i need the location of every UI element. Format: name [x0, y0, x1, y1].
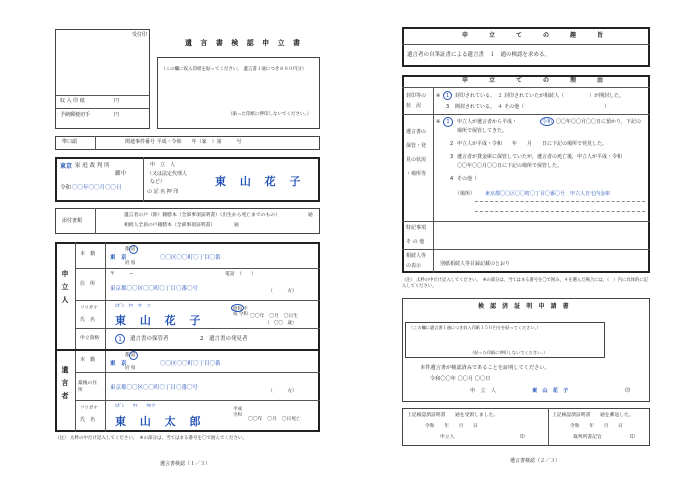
applicant-signature: 東 山 花 子	[215, 175, 306, 188]
death-date: 〇〇年 〇月 〇日死亡	[248, 417, 301, 422]
app-honseki-pref: 東 京	[110, 255, 127, 261]
qual-1-text: 遺言書の保管者	[130, 336, 169, 342]
seal-circle: 1	[443, 91, 452, 100]
app-honseki-addr: 〇〇区〇〇町〇丁目〇番	[160, 255, 221, 261]
applicant-box-4: の 記 名 押 印	[147, 189, 179, 195]
storage-label-1: 遺言書の	[406, 129, 427, 135]
storage-line-3a: 遺言者が貸金庫に保管していたが，遺言者の死亡後，申立人が平成・令和	[457, 154, 623, 160]
storage-circle: 1	[443, 117, 453, 127]
applicant-box-1: 申 立 人	[150, 162, 176, 168]
fee-label-1: 収 入 印 紙	[60, 98, 85, 104]
reiwa-circle: 令和	[541, 119, 552, 125]
applicant-box-2: （又は法定代理人	[147, 171, 188, 177]
storage-line-1b: 〇〇年〇〇月〇〇日に預かり，下記の	[556, 119, 642, 125]
cert-stamp-note: （この欄に遺言書１通につき収入印紙１５０円分を貼ってください。）	[409, 325, 541, 330]
cert-applicant: 東 山 花 子	[532, 388, 569, 394]
seal-line-2: 開封されている。 ４ その他（ ）	[455, 104, 610, 110]
storage-line-3b: 〇〇年〇〇月〇〇日に下記の場所で保管した。	[457, 163, 563, 169]
cert-title: 検 認 済 証 明 申 請 書	[478, 303, 571, 310]
court-suffix: 家 庭 裁 判 所	[75, 163, 110, 169]
sent-date: 令和 年 月 日	[570, 424, 623, 429]
tes-address: 東京都〇〇区〇〇町〇丁目〇番〇号	[110, 385, 199, 391]
storage-label-2: 保管・発	[406, 143, 427, 149]
attach-1: 遺言者の戸（除）籍謄本（全部事項証明書）（出生から死亡までのもの）	[124, 213, 280, 218]
tes-honseki-addr: 〇〇区〇〇町〇丁目〇番	[160, 361, 221, 367]
attach-count-1: 通	[308, 213, 313, 218]
attach-count-2: 通	[234, 223, 239, 228]
yen-2: 円	[114, 112, 120, 118]
storage-line-1a: 申立人が遺言者から平成・	[457, 119, 518, 125]
storage-line-1c: 場所で保管してきた。	[457, 128, 508, 134]
heirs-label-2: の表示	[406, 263, 422, 269]
seal-line-1: 封印されている。 ２ 封印されていたが相続人（ ）が開封した。	[455, 93, 625, 99]
reason-title: 申 立 て の 理 由	[462, 77, 607, 84]
seal-num-3: 3	[446, 104, 450, 110]
app-address-label: 住 所	[80, 281, 96, 287]
purpose-text: 遺言者の自筆証書による遺言書 １ 通の検認を求める。	[407, 52, 551, 58]
attach-2: 相続人全員の戸籍謄本（全部事項証明書）	[124, 223, 216, 228]
death-era: 平成 令和	[233, 407, 242, 418]
place-label: （場所）	[455, 191, 476, 197]
heirs-text: 別紙相続人等目録記載のとおり	[440, 261, 511, 267]
attach-label: 添付書類	[62, 218, 83, 224]
qual-2-text: 2 遺言書の発見者	[200, 336, 248, 342]
sent-who: 裁判所書記官	[573, 435, 602, 440]
tes-pref-word-1: 都 道	[125, 353, 136, 358]
app-address: 東京都〇〇区〇〇町〇丁目〇番〇号	[110, 286, 199, 292]
page1-footnote: （注） 太枠の中だけ記入してください。 ※の部分は，当てはまる番号を〇で囲んでください。	[55, 436, 247, 441]
qual-1-circle	[115, 334, 125, 344]
pref-word-1: 都 道	[125, 247, 136, 252]
purpose-title: 申 立 て の 趣 旨	[462, 32, 607, 39]
storage-label-4: ・場所等	[406, 171, 427, 177]
storage-num-3: 3	[450, 154, 454, 160]
era-circle	[231, 304, 244, 312]
kome-2: ※	[436, 119, 441, 125]
storage-line-4: その他（	[457, 176, 478, 182]
app-postal: 〒 −	[110, 272, 134, 277]
tes-address-label: 最後の住 所	[78, 381, 103, 393]
app-furigana-label: フリガナ	[80, 306, 98, 311]
tes-furigana-label: フリガナ	[80, 406, 98, 411]
page1-label: 遺言書検認（１／３）	[160, 461, 211, 467]
court-name: 東京	[60, 163, 73, 170]
app-name-label: 氏 名	[80, 317, 96, 323]
seal-label-2: 状 況	[406, 103, 422, 109]
sent-text: 上記検認済証明書 通を郵送した。	[552, 413, 634, 418]
app-kana: ﾋｶﾞｼ ﾔﾏ ﾊﾅ コ	[115, 304, 151, 309]
recv-text: 上記検認済証明書 通を受領しました。	[407, 413, 499, 418]
storage-num-2: 2	[450, 141, 454, 147]
recv-date: 令和 年 月 日	[425, 424, 478, 429]
app-phone: 電話 （ ）	[225, 272, 257, 277]
storage-line-2: 申立人が平成・令和 年 月 日に下記の場所で発見した。	[457, 141, 608, 147]
storage-label-3: 見の状況	[406, 157, 427, 163]
pref-word-2: 府 県	[125, 261, 136, 266]
tes-address-paren: （ 方）	[268, 389, 297, 394]
cert-date: 令和〇〇年 〇〇月 〇〇日	[430, 376, 491, 382]
storage-num-4: 4	[450, 176, 454, 182]
tes-honseki-pref: 東 京	[110, 361, 127, 367]
tes-pref-word-2: 府 県	[125, 366, 136, 371]
special-label-1: 特記事項	[406, 225, 427, 231]
kome-1: ※	[436, 93, 441, 99]
tes-honseki-label: 本 籍	[80, 357, 96, 363]
app-era: 昭和 平成 令和	[233, 307, 248, 318]
date-prefix: 令和	[60, 185, 72, 191]
filing-date: 〇〇年〇〇月〇〇日	[72, 185, 122, 191]
cert-text: 本件遺言書が検認済みであることを証明してください。	[420, 365, 550, 371]
seal-label-1: 封印等の	[406, 93, 427, 99]
app-honseki-label: 本 籍	[80, 251, 96, 257]
yen-1: 円	[114, 98, 120, 104]
tes-name: 東 山 太 郎	[115, 415, 206, 428]
app-name: 東 山 花 子	[115, 314, 206, 327]
special-label-2: そ の 他	[406, 239, 425, 245]
pref-circle	[129, 245, 138, 254]
page2-label: 遺言書検認（２／３）	[510, 458, 561, 464]
prior-case: 関連事件番号 平成・令和 年（家 ）第 号	[125, 139, 242, 145]
recv-seal: 印	[520, 435, 525, 440]
sent-seal: 印	[630, 435, 635, 440]
cert-nostamp: （貼った印紙に押印しないでください。）	[470, 350, 548, 355]
section-testator: 遺言者	[61, 366, 69, 405]
tes-pref-circle	[129, 351, 138, 360]
qual-1: 1	[118, 336, 122, 343]
app-age: （ 〇〇 歳）	[265, 321, 297, 326]
gochu: 御中	[115, 171, 127, 177]
stamp-label: 受付印	[132, 32, 148, 38]
cert-applicant-label: 申 立 人	[470, 388, 496, 394]
applicant-box-3: など）	[150, 179, 166, 185]
nostamp-note: （貼った印紙に押印しないでください。）	[228, 112, 312, 117]
tes-kana: ﾋｶﾞｼ ﾔﾏ ﾀﾛウ	[115, 404, 156, 409]
tes-name-label: 氏 名	[80, 417, 96, 423]
page1-title: 遺 言 書 検 認 申 立 書	[185, 39, 304, 47]
app-birth: 〇〇年 〇月 〇日生	[250, 314, 298, 319]
page2-note: （注） 太枠の中だけ記入してください。 ※の部分は，当てはまる番号を〇で囲み，４を選んだ場合には，（ ）内に具体的に記入してください。	[402, 278, 648, 290]
cert-seal: 印	[625, 388, 631, 394]
heirs-label-1: 相続人等	[406, 253, 427, 259]
recv-who: 申立人	[440, 435, 455, 440]
fee-label-2: 予納郵便切手	[60, 112, 91, 118]
app-address-paren: （ 方）	[268, 289, 297, 294]
qual-label: 申立資格	[80, 336, 100, 341]
prior-label: 準口頭	[62, 139, 78, 145]
fee-note: （この欄に収入印紙を貼ってください。 遺言書１通につき８００円分）	[161, 67, 307, 72]
place-text: 東京都〇〇区〇〇町〇丁目〇番〇号 申立人自宅内金庫	[485, 191, 611, 197]
section-applicant: 申立人	[61, 270, 69, 309]
